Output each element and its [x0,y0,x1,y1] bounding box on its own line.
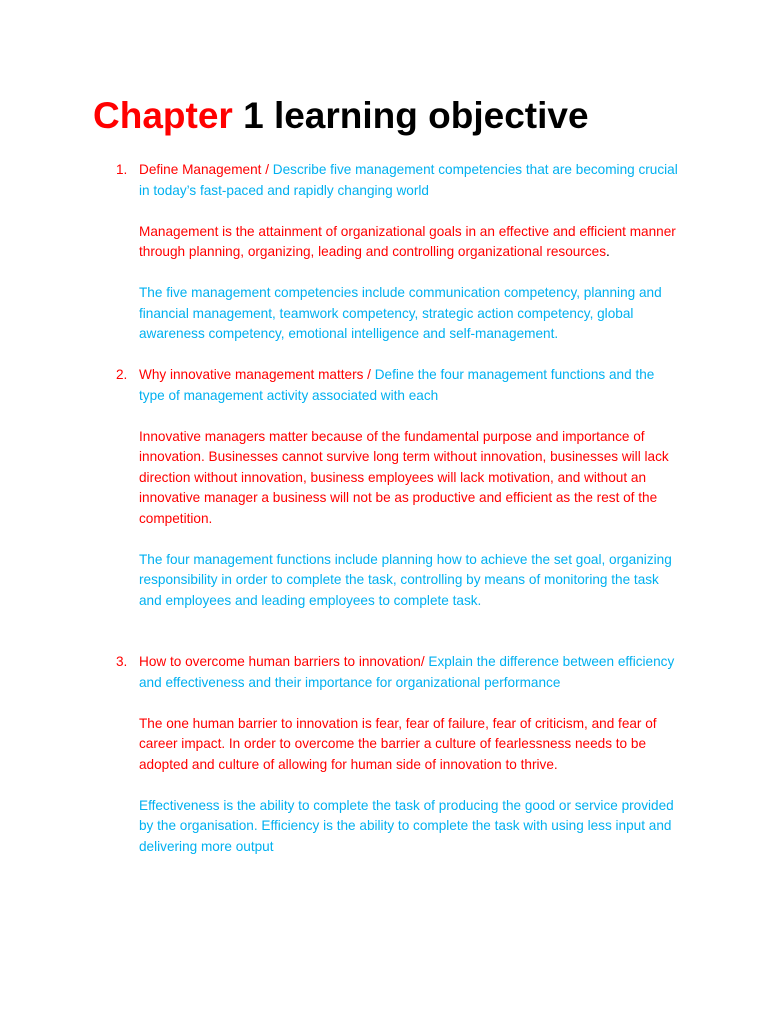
item-question [139,652,679,693]
question-blue-part: Describe five management competencies that are becoming crucial in today’s fast-paced and rapidly changing world [139,162,678,198]
objectives-list [116,160,679,857]
question-blue-part: Explain the difference between efficiency and effectiveness and their importance for organizational performance [139,654,675,690]
answer-red-text: Management is the attainment of organizational goals in an effective and efficient manner through planning, organizing, leading and controlling organizational resources [139,223,676,259]
item-answer-red [139,222,679,263]
page-title [93,92,589,140]
item-answer-blue: The four management functions include planning how to achieve the set goal, organizing responsibility in order to complete the task, controlling by means of monitoring the task and employees and leading employees to complete task. [139,551,672,608]
item-answer-blue: Effectiveness is the ability to complete the task of producing the good or service provided by the organisation. Efficiency is the ability to complete the task with using less input and delivering more output [139,797,674,854]
list-item [116,365,679,611]
item-question [139,160,679,201]
question-blue-part: Define the four management functions and the type of management activity associated with each [139,367,655,403]
list-item [116,160,679,345]
item-answer-red: Innovative managers matter because of the fundamental purpose and importance of innovation. Businesses cannot survive long term without innovation, businesses will lack direction without innovation, business employees will lack motivation, and without an innovative manager a business will not be as productive and efficient as the rest of the competition. [139,428,669,526]
question-red-part: How to overcome human barriers to innovation/ [139,654,425,669]
title-rest: 1 learning objective [243,95,589,136]
answer-red-end: . [606,244,610,259]
item-answer-red: The one human barrier to innovation is fear, fear of failure, fear of criticism, and fear of career impact. In order to overcome the barrier a culture of fearlessness needs to be adopted and culture of allowing for human side of innovation to thrive. [139,715,657,772]
list-item [116,652,679,857]
item-answer-blue: The five management competencies include communication competency, planning and financial management, teamwork competency, strategic action competency, global awareness competency, emotional intelligence and self-management. [139,285,662,341]
item-number: 2. [116,367,128,382]
item-number: 1. [116,162,128,177]
item-question [139,365,679,406]
question-red-part: Why innovative management matters / [139,367,371,382]
question-red-part: Define Management / [139,162,269,177]
item-number: 3. [116,654,128,669]
title-accent-word: Chapter [93,95,233,136]
